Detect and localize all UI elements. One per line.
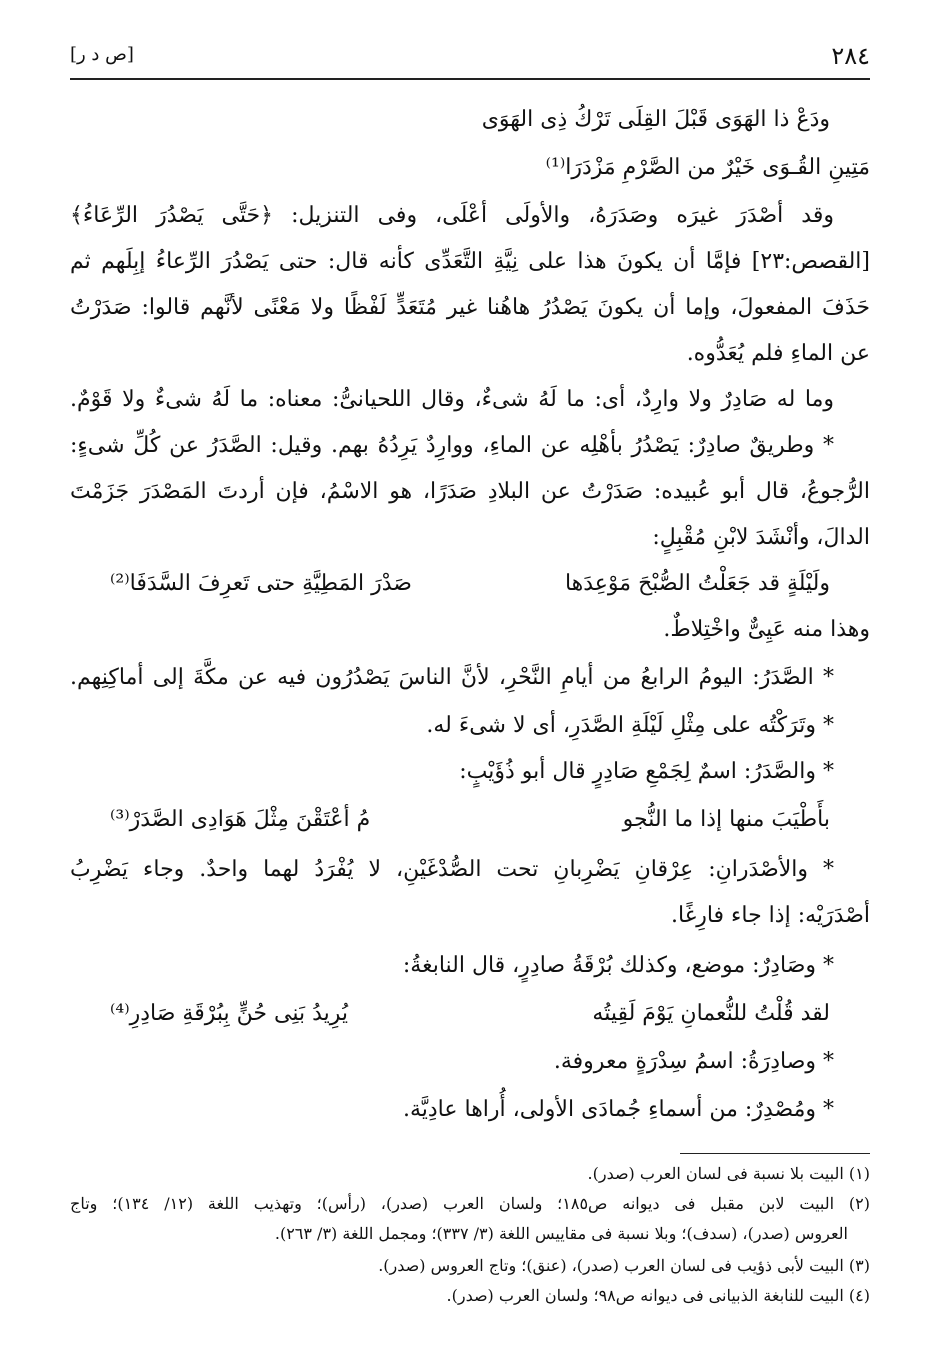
paragraph-line: * وطريقٌ صادِرٌ: يَصْدُرُ بأهْلِه عن الماءِ، ووارِدٌ يَرِدُهُ بهم. وقيل: الصَّدَرُ عن كُلِّ شىءٍ:	[70, 433, 834, 458]
verse-hemistich-right: بأَطْيَبَ منها إذا ما النُّجو	[622, 807, 830, 832]
section-label: [ص د ر]	[70, 44, 134, 65]
paragraph-line: * ومُصْدِرٌ: من أسماءِ جُمادَى الأولى، أُراها عادِيَّة.	[402, 1097, 834, 1122]
paragraph-line: عن الماءِ فلم يُعَدُّوه.	[686, 341, 870, 366]
paragraph-line: * وصَادِرٌ: موضع، وكذلك بُرْقَةُ صادِرٍ، قال النابغةُ:	[402, 953, 834, 978]
paragraph-line: وهذا منه عَيِىٌّ واخْتِلاطٌ.	[663, 617, 870, 642]
paragraph-line: [القصص:٢٣] فإمَّا أن يكونَ هذا على نِيَّةِ التَّعَدِّى كأنه قال: حتى يَصْدُرَ الرِّعاءُ إبِلَهم ثم	[70, 249, 870, 274]
paragraph-line: الدالَ، وأنْشَدَ لابْنِ مُقْبِلٍ:	[652, 525, 870, 550]
footnote-4: (٤) البيت للنابغة الذبيانى فى ديوانه ص٩٨؛ ولسان العرب (صدر).	[446, 1286, 870, 1305]
footnote-separator	[680, 1153, 870, 1154]
verse-couplet-2	[70, 798, 870, 842]
paragraph-line: أصْدَرَيْه: إذا جاء فارِغًا.	[671, 903, 870, 928]
paragraph-line: * وصادِرَةُ: اسمُ سِدْرَةٍ معروفة.	[553, 1049, 834, 1074]
verse-hemistich-left: صَدْرَ المَطِيَّةِ حتى تَعرِفَ السَّدَفَا⁽²⁾	[110, 571, 412, 596]
paragraph-line: الرُّجوعُ، قال أبو عُبيده: صَدَرْتُ عن البلادِ صَدَرًا، هو الاسْمُ، فإن أردتَ المَصْدَرَ جَزَمْتَ	[70, 479, 870, 504]
verse-line-1a: ودَعْ ذا الهَوَى قَبْلَ القِلَى تَرْكُ ذِى الهَوَى	[481, 107, 830, 132]
paragraph-line: حَذَفَ المفعولَ، وإما أن يكونَ يَصْدُرُ هاهُنا غير مُتَعَدٍّ لَفْظًا ولا مَعْنًى لأنَّهم قالوا: صَدَرْتُ	[70, 295, 870, 320]
paragraph-line: * والصَّدَرُ: اسمٌ لِجَمْعِ صَادِرٍ قال أبو ذُؤَيْبٍ:	[459, 759, 834, 784]
running-header	[70, 40, 870, 74]
paragraph-line: وقد أصْدَرَ غيرَه وصَدَرَهُ، والأولَى أعْلَى، وفى التنزيل: ﴿حَتَّى يَصْدُرَ الرِّعَاءُ﴾	[70, 203, 834, 228]
footnote-3: (٣) البيت لأبى ذؤيب فى لسان العرب (صدر)، (عنق)؛ وتاج العروس (صدر).	[378, 1256, 870, 1275]
verse-line-1b: مَتِينِ القُـوَى خَيْرٌ من الصَّرْمِ مَزْدَرَا⁽¹⁾	[545, 155, 870, 180]
footnote-2-cont: العروس (صدر)، (سدف)؛ وبلا نسبة فى مقاييس اللغة (٣/ ٣٣٧)؛ ومجمل اللغة (٣/ ٢٦٣).	[274, 1224, 848, 1243]
verse-hemistich-left: يُرِيدُ بَنِى حُنٍّ بِبُرْقَةِ صَادِرِ⁽⁴⁾	[110, 1001, 349, 1026]
verse-couplet-3	[70, 992, 870, 1036]
verse-hemistich-left: مُ أعْتَقْنَ مِثْلَ هَوَادِى الصَّدَرْ⁽³⁾	[110, 807, 371, 832]
paragraph-line: * وتَرَكْتُه على مِثْلِ لَيْلَةِ الصَّدَرِ، أى لا شىءَ له.	[426, 713, 834, 738]
verse-hemistich-right: لقد قُلْتُ للنُّعمانِ يَوْمَ لَقِيتُه	[592, 1001, 830, 1026]
paragraph-line: * والأصْدَرانِ: عِرْقانِ يَضْرِبانِ تحت الصُّدْغَيْنِ، لا يُفْرَدُ لهما واحدٌ. وجاء يَضْرِبُ	[70, 857, 834, 882]
page-number: ٢٨٤	[831, 42, 870, 70]
verse-couplet-1	[70, 562, 870, 606]
paragraph-line: * الصَّدَرُ: اليومُ الرابعُ من أيامِ النَّحْرِ، لأنَّ الناسَ يَصْدُرُون فيه عن مكَّةَ إلى أماكِنِهم.	[70, 665, 834, 690]
verse-hemistich-right: ولَيْلَةٍ قد جَعَلْتُ الصُّبْحَ مَوْعِدَها	[564, 571, 830, 596]
paragraph-line: وما له صَادِرٌ ولا وارِدٌ، أى: ما لَهُ شىءٌ، وقال اللحيانىُّ: معناه: ما لَهُ شىءٌ ولا قَوْمٌ.	[70, 387, 834, 412]
footnote-1: (١) البيت بلا نسبة فى لسان العرب (صدر).	[587, 1164, 870, 1183]
header-rule	[70, 78, 870, 80]
footnote-2: (٢) البيت لابن مقبل فى ديوانه ص١٨٥؛ ولسان العرب (صدر)، (رأس)؛ وتهذيب اللغة (١٢/ ١٣٤)؛ وتاج	[70, 1194, 871, 1213]
